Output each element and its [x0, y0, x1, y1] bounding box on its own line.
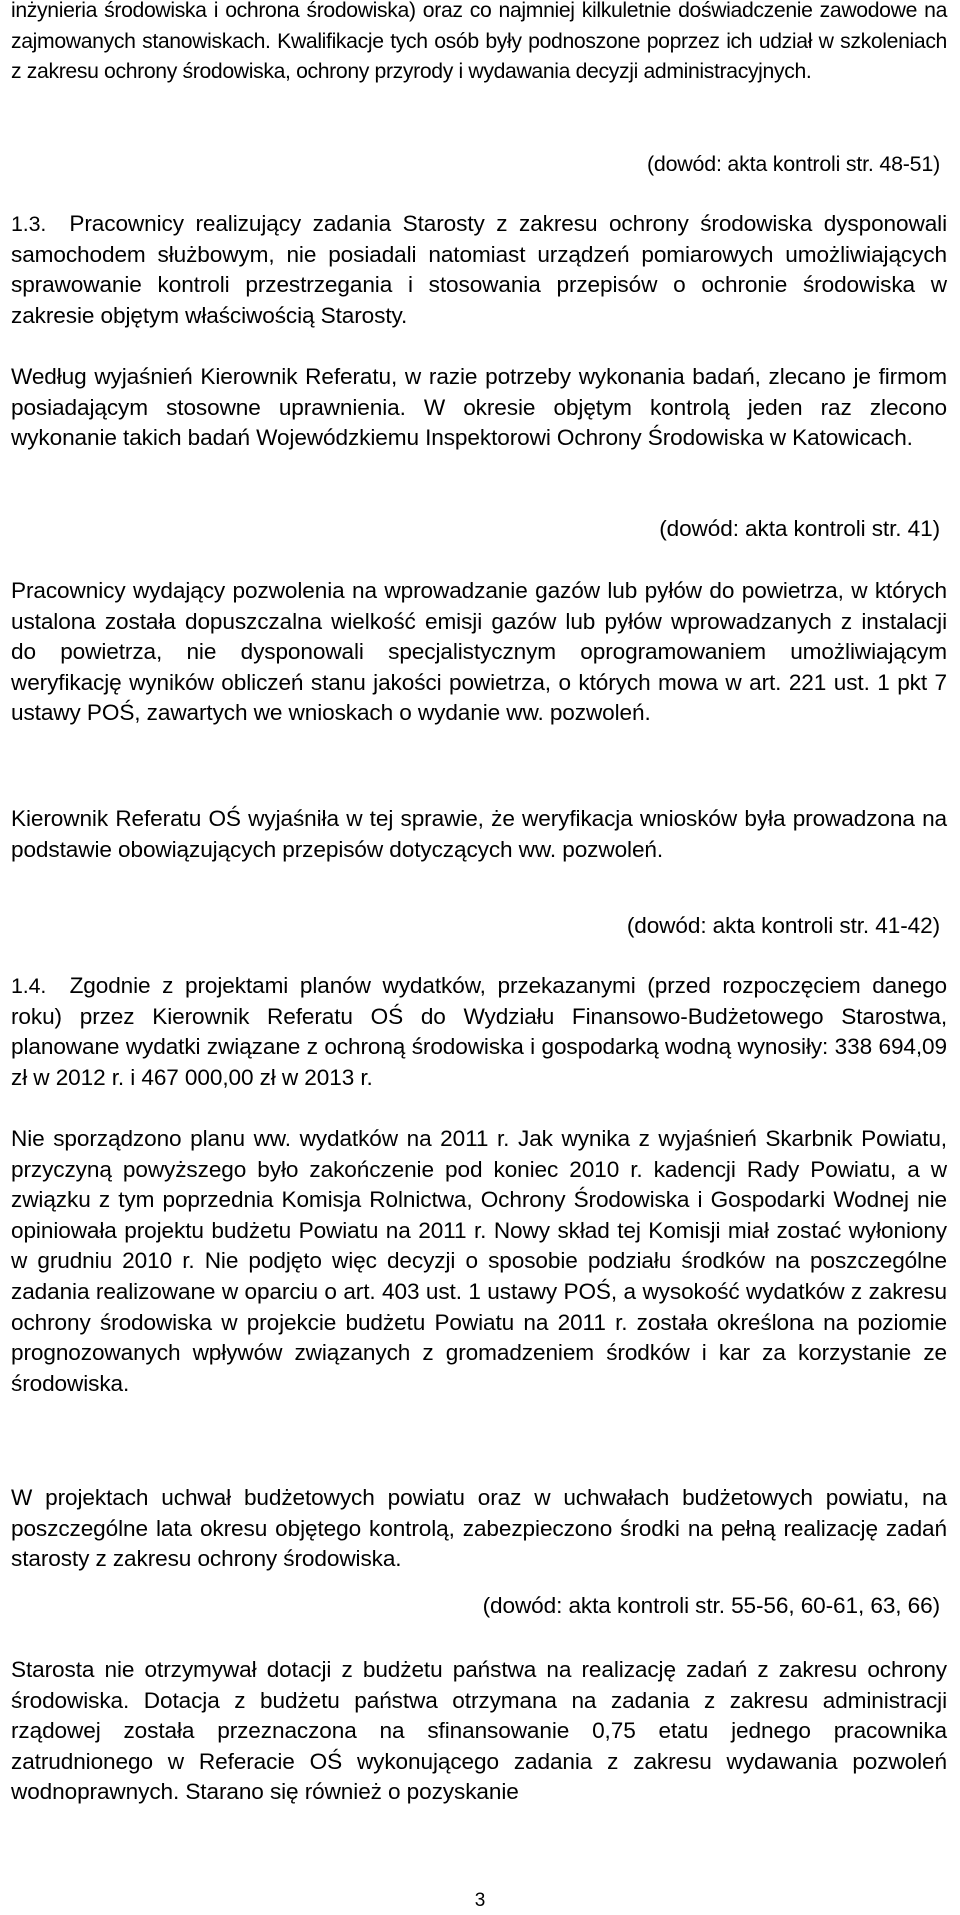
paragraph: Nie sporządzono planu ww. wydatków na 2011 r. Jak wynika z wyjaśnień Skarbnik Powiatu, przyczyną powyższego było zakończenie pod koniec 2010 r. kadencji Rady Powiatu, a w związku z tym poprzednia Komisja Rolnictwa, Ochrony Środowiska i Gospodarki Wodnej nie opiniowała projektu budżetu Powiatu na 2011 r. Nowy skład tej Komisji miał zostać wyłoniony w grudniu 2010 r. Nie podjęto więc decyzji o sposobie podziału środków na poszczególne zadania realizowane w oparciu o art. 403 ust. 1 ustawy POŚ, a wysokość wydatków z zakresu ochrony środowiska w projekcie budżetu Powiatu na 2011 r. została określona na poziomie prognozowanych wpływów związanych z gromadzeniem środków i kar za korzystanie ze środowiska.: [11, 1126, 947, 1396]
section-1-4-paragraph: [11, 971, 947, 1093]
evidence-citation: (dowód: akta kontroli str. 55-56, 60-61, 63, 66): [482, 1593, 940, 1618]
section-number: 1.3.: [11, 212, 47, 236]
section-1-3-paragraph: [11, 209, 947, 331]
page-number: 3: [474, 1890, 486, 1911]
evidence-citation: (dowód: akta kontroli str. 41): [659, 516, 940, 541]
explanation-paragraph: Według wyjaśnień Kierownik Referatu, w razie potrzeby wykonania badań, zlecano je firmom posiadającym stosowne uprawnienia. W okresie objętym kontrolą jeden raz zlecono wykonanie takich badań Wojewódzkiemu Inspektorowi Ochrony Środowiska w Katowicach.: [11, 364, 947, 451]
paragraph: Pracownicy wydający pozwolenia na wprowadzanie gazów lub pyłów do powietrza, w których ustalona została dopuszczalna wielkość emisji gazów lub pyłów wprowadzanych z instalacji do powietrza, nie dysponowali specjalistycznym oprogramowaniem umożliwiającym weryfikację wyników obliczeń stanu jakości powietrza, o których mowa w art. 221 ust. 1 pkt 7 ustawy POŚ, zawartych we wnioskach o wydanie ww. pozwoleń.: [11, 578, 947, 726]
section-text: Zgodnie z projektami planów wydatków, przekazanymi (przed rozpoczęciem danego roku) przez Kierownik Referatu OŚ do Wydziału Finansowo-Budżetowego Starostwa, planowane wydatki związane z ochroną środowiska i gospodarką wodną wynosiły: 338 694,09 zł w 2012 r. i 467 000,00 zł w 2013 r.: [11, 973, 947, 1090]
section-text: Pracownicy realizujący zadania Starosty z zakresu ochrony środowiska dysponowali samochodem służbowym, nie posiadali natomiast urządzeń pomiarowych umożliwiających sprawowanie kontroli przestrzegania i stosowania przepisów o ochronie środowiska w zakresie objętym właściwością Starosty.: [11, 211, 947, 328]
paragraph: W projektach uchwał budżetowych powiatu oraz w uchwałach budżetowych powiatu, na poszczególne lata okresu objętego kontrolą, zabezpieczono środki na pełną realizację zadań starosty z zakresu ochrony środowiska.: [11, 1485, 947, 1572]
evidence-citation: (dowód: akta kontroli str. 41-42): [626, 913, 940, 938]
evidence-citation: (dowód: akta kontroli str. 48-51): [646, 152, 940, 176]
section-number: 1.4.: [11, 974, 47, 998]
paragraph: Kierownik Referatu OŚ wyjaśniła w tej sprawie, że weryfikacja wniosków była prowadzona na podstawie obowiązujących przepisów dotyczących ww. pozwoleń.: [11, 806, 947, 862]
paragraph: Starosta nie otrzymywał dotacji z budżetu państwa na realizację zadań z zakresu ochrony środowiska. Dotacja z budżetu państwa otrzymana na zadania z zakresu administracji rządowej została przeznaczona na sfinansowanie 0,75 etatu jednego pracownika zatrudnionego w Referacie OŚ wykonującego zadania z zakresu wydawania pozwoleń wodnoprawnych. Starano się również o pozyskanie: [11, 1657, 947, 1805]
intro-paragraph: inżynieria środowiska i ochrona środowiska) oraz co najmniej kilkuletnie doświadczenie zawodowe na zajmowanych stanowiskach. Kwalifikacje tych osób były podnoszone poprzez ich udział w szkoleniach z zakresu ochrony środowiska, ochrony przyrody i wydawania decyzji administracyjnych.: [11, 0, 947, 84]
